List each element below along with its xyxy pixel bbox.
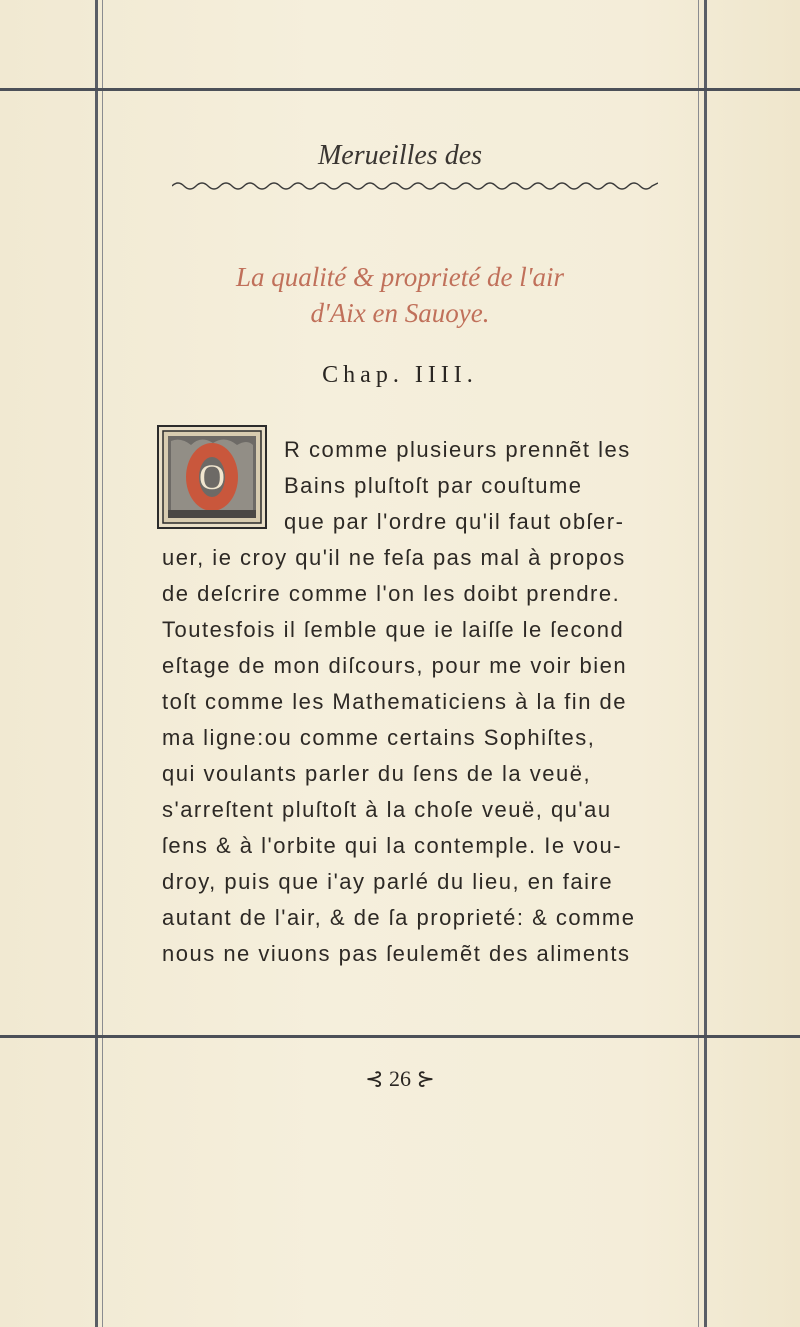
body-line-11: s'arreſtent pluſtoſt à la choſe veuë, qu'au [162,797,612,822]
body-line-4: uer, ie croy qu'il ne feſa pas mal à propos [162,545,626,570]
frame-rule-right-inner [698,0,699,1327]
body-line-15: nous ne viuons pas ſeulemẽt des aliments [162,941,631,966]
body-line-3: que par l'ordre qu'il faut obſer- [284,509,625,534]
body-line-10: qui voulants parler du ſens de la veuë, [162,761,592,786]
body-line-7: eſtage de mon diſcours, pour me voir bien [162,653,628,678]
frame-rule-bottom [0,1035,800,1038]
folio-ornament-left-icon: ⊰ [365,1066,389,1091]
body-line-5: de deſcrire comme l'on les doibt prendre. [162,581,621,606]
body-line-12: ſens & à l'orbite qui la contemple. Ie vou- [162,833,623,858]
drop-cap [157,425,267,529]
section-title-line-1: La qualité & proprieté de l'air [235,262,564,292]
drop-cap-ornament-icon [159,427,265,527]
body-line-14: autant de l'air, & de ſa proprieté: & comme [162,905,636,930]
running-head: Merueilles des [317,140,483,171]
frame-rule-left-inner [102,0,103,1327]
chapter-heading: Chap. IIII. [322,362,478,388]
body-line-8: toſt comme les Mathematiciens à la fin de [162,689,628,714]
body-line-13: droy, puis que i'ay parlé du lieu, en faire [162,869,614,894]
frame-rule-left [95,0,98,1327]
ornamental-rule [172,180,658,190]
section-title-line-2: d'Aix en Sauoye. [310,298,490,328]
body-line-9: ma ligne:ou comme certains Sophiſtes, [162,725,596,750]
frame-rule-top [0,88,800,91]
page-number [330,1066,470,1092]
body-line-2: Bains pluſtoſt par couſtume [284,473,583,498]
drop-cap-letter: O [199,457,225,497]
body-line-6: Toutesfois il ſemble que ie laiſſe le ſecond [162,617,625,642]
folio-ornament-right-icon: ⊱ [411,1066,435,1091]
folio-number: 26 [389,1066,411,1091]
body-line-1: R comme plusieurs prennẽt les [284,437,631,462]
frame-rule-right [704,0,707,1327]
